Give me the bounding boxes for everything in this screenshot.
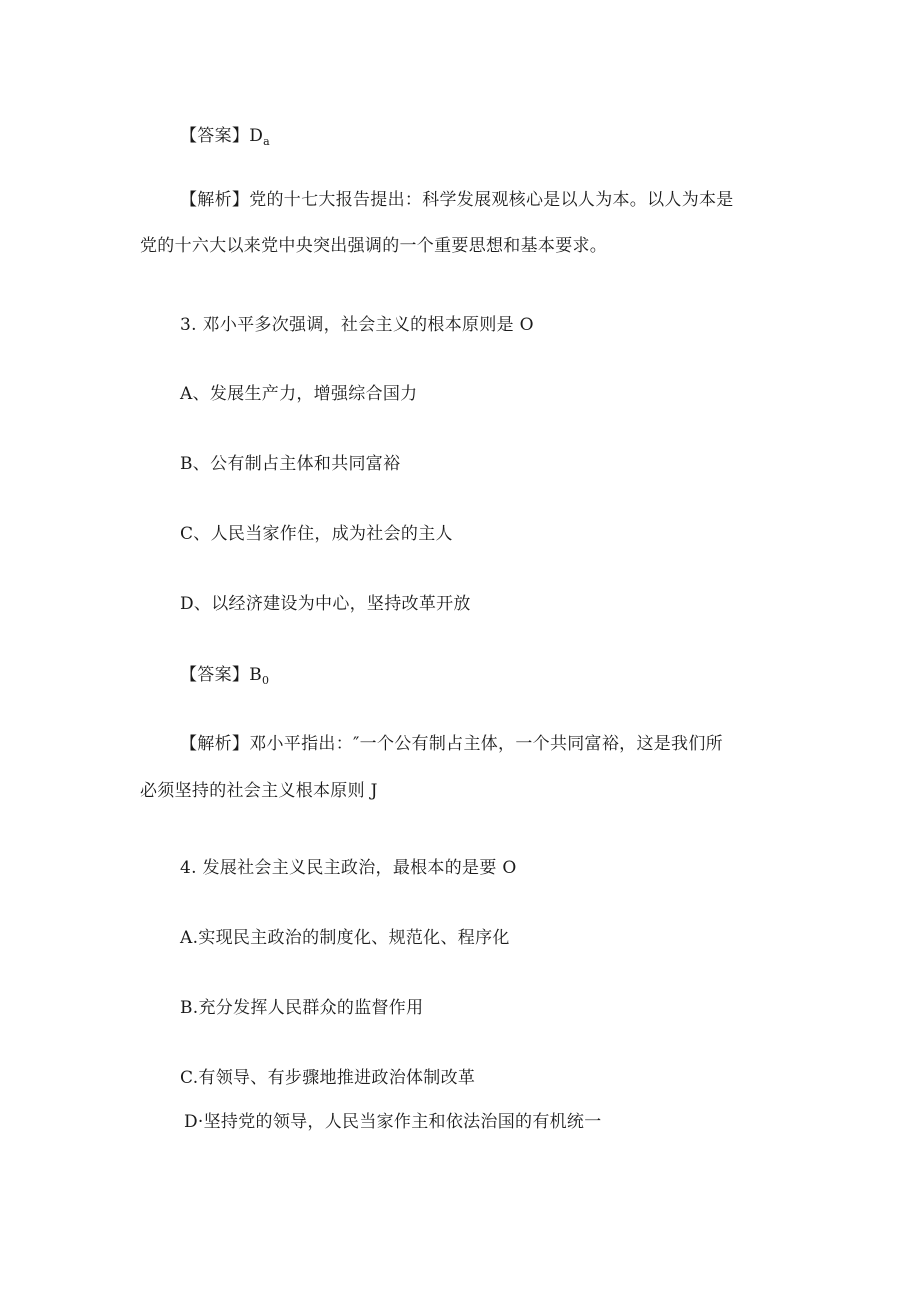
q4-option-a: A.实现民主政治的制度化、规范化、程序化	[180, 928, 510, 948]
answer-subscript: a	[263, 135, 270, 148]
q3-question: 3. 邓小平多次强调，社会主义的根本原则是 O	[180, 315, 534, 335]
answer-label: 【答案】	[180, 126, 250, 146]
q3-option-c: C、人民当家作住，成为社会的主人	[180, 524, 453, 544]
q4-question: 4. 发展社会主义民主政治，最根本的是要 O	[180, 858, 517, 878]
answer-subscript: 0	[262, 674, 270, 687]
q3-answer	[180, 663, 269, 693]
answer-value: D	[249, 126, 264, 146]
q3-option-d: D、以经济建设为中心，坚持改革开放	[180, 594, 471, 614]
q2-analysis-line-1: 【解析】党的十七大报告提出：科学发展观核心是以人为本。以人为本是	[180, 190, 734, 210]
q2-analysis-line-2: 党的十六大以来党中央突出强调的一个重要思想和基本要求。	[140, 236, 608, 256]
q4-option-b: B.充分发挥人民群众的监督作用	[180, 998, 424, 1018]
q3-analysis-line-1: 【解析】邓小平指出：″一个公有制占主体，一个共同富裕，这是我们所	[180, 734, 723, 754]
q4-option-c: C.有领导、有步骤地推进政治体制改革	[180, 1068, 476, 1088]
q4-option-d: D·坚持党的领导，人民当家作主和依法治国的有机统一	[184, 1112, 602, 1132]
q2-answer	[180, 124, 270, 154]
q3-option-b: B、公有制占主体和共同富裕	[180, 454, 401, 474]
q3-analysis-line-2: 必须坚持的社会主义根本原则 J	[140, 781, 378, 801]
answer-value: B	[249, 665, 262, 685]
q3-option-a: A、发展生产力，增强综合国力	[180, 384, 418, 404]
answer-label: 【答案】	[180, 665, 250, 685]
